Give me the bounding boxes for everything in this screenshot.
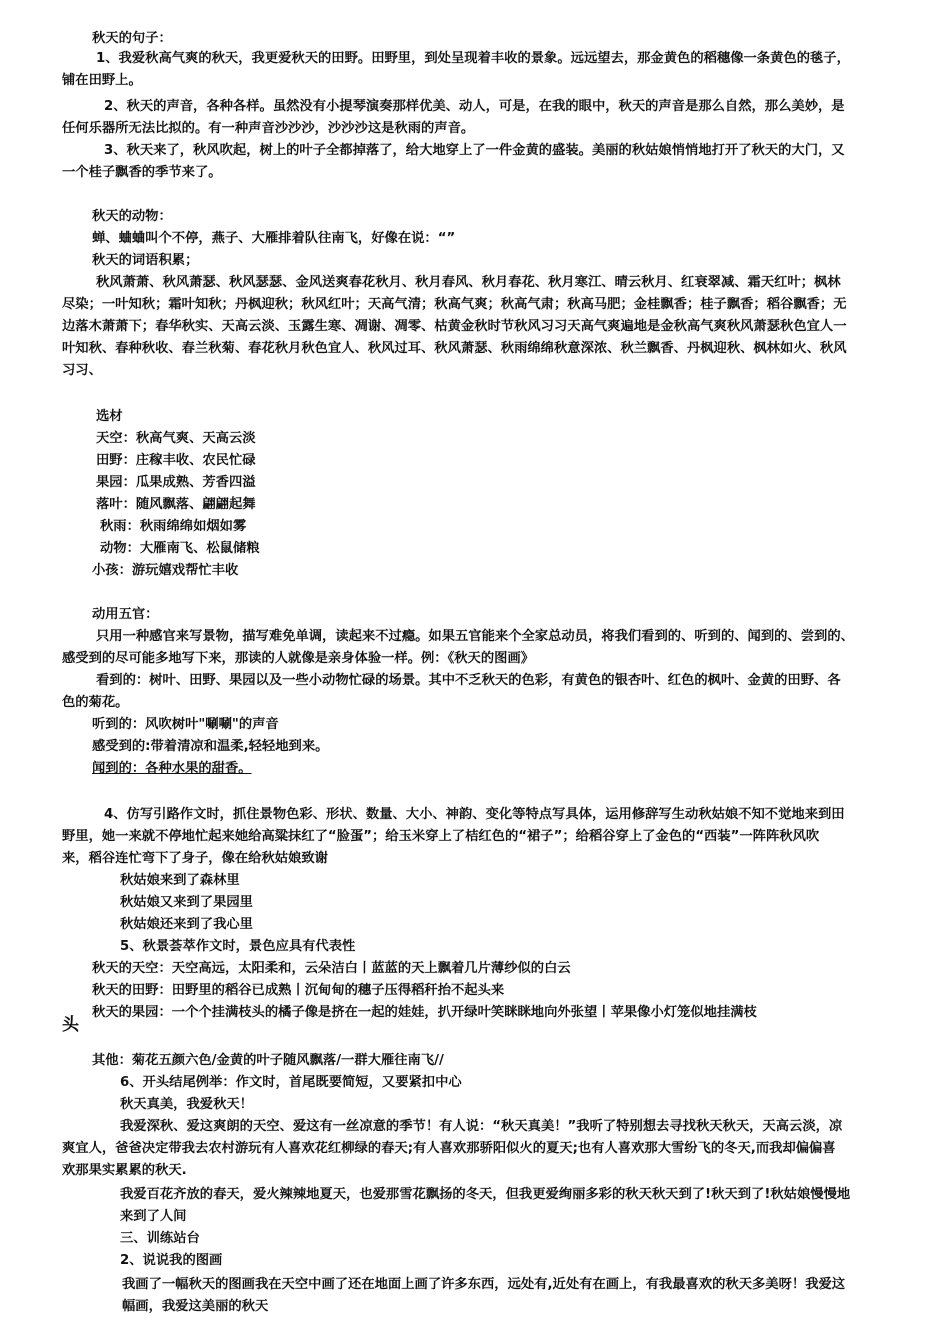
text-line: 习习、 xyxy=(62,363,102,378)
text-line: 秋天的动物： xyxy=(92,209,172,224)
text-line: 边落木萧萧下；春华秋实、天高云淡、玉露生寒、凋谢、凋零、枯黄金秋时节秋风习习天高气爽遍地是金秋高气爽秋风萧瑟秋色宜人一 xyxy=(62,319,847,334)
text-line: 6、开头结尾例举：作文时，首尾既要简短，又要紧扣中心 xyxy=(120,1075,462,1090)
text-line: 其他：菊花五颜六色/金黄的叶子随风飘落/一群大雁往南飞// xyxy=(92,1053,444,1068)
text-line: 秋天的天空：天空高远，太阳柔和，云朵洁白丨蓝蓝的天上飘着几片薄纱似的白云 xyxy=(92,961,571,976)
text-line: 三、训练站台 xyxy=(120,1231,200,1246)
text-line: 来，稻谷连忙弯下了身子，像在给秋姑娘致谢 xyxy=(62,851,328,866)
text-line: 秋天的果园：一个个挂满枝头的橘子像是挤在一起的娃娃，扒开绿叶笑眯眯地向外张望丨苹果像小灯笼似地挂满枝 xyxy=(92,1005,757,1020)
text-line: 秋天的田野：田野里的稻谷已成熟丨沉甸甸的穗子压得稻秆抬不起头来 xyxy=(92,983,505,998)
text-line: 蝉、蛐蛐叫个不停，燕子、大雁排着队往南飞，好像在说：“” xyxy=(92,231,456,246)
text-line: 秋天的句子： xyxy=(92,31,172,46)
text-line: 爽宜人，爸爸决定带我去农村游玩有人喜欢花红柳绿的春天;有人喜欢那骄阳似火的夏天;也有人喜欢那大雪纷飞的冬天,而我却偏偏喜 xyxy=(62,1141,836,1156)
text-line: 动物：大雁南飞、松鼠储粮 xyxy=(100,541,260,556)
text-line: 只用一种感官来写景物，描写难免单调，读起来不过瘾。如果五官能来个全家总动员，将我们看到的、听到的、闻到的、尝到的、 xyxy=(96,629,854,644)
text-line: 闻到的：各种水果的甜香。 xyxy=(92,761,252,776)
text-line: 欢那果实累累的秋天. xyxy=(62,1163,187,1178)
text-line: 秋姑娘来到了森林里 xyxy=(120,873,240,888)
text-line: 秋姑娘又来到了果园里 xyxy=(120,895,253,910)
text-line: 动用五官： xyxy=(92,607,159,622)
text-line: 落叶：随风飘落、翩翩起舞 xyxy=(96,497,256,512)
text-line: 我爱深秋、爱这爽朗的天空、爱这有一丝凉意的季节！有人说：“秋天真美！”我听了特别想去寻找秋天秋天，天高云淡，凉 xyxy=(120,1119,843,1134)
text-line: 野里，她一来就不停地忙起来她给高粱抹红了“脸蛋”；给玉米穿上了桔红色的“裙子”；给稻谷穿上了金色的“西装”一阵阵秋风吹 xyxy=(62,829,820,844)
text-line: 1、我爱秋高气爽的秋天，我更爱秋天的田野。田野里，到处呈现着丰收的景象。远远望去，那金黄色的稻穗像一条黄色的毯子， xyxy=(96,51,850,66)
text-line: 4、仿写引路作文时，抓住景物色彩、形状、数量、大小、神韵、变化等特点写具体，运用修辞写生动秋姑娘不知不觉地来到田 xyxy=(104,807,845,822)
text-line: 5、秋景荟萃作文时，景色应具有代表性 xyxy=(120,939,356,954)
text-line: 选材 xyxy=(96,409,123,424)
text-line: 天空：秋高气爽、天高云淡 xyxy=(96,431,256,446)
text-line: 幅画，我爱这美丽的秋天 xyxy=(122,1299,269,1314)
text-line: 铺在田野上。 xyxy=(62,73,142,88)
text-line: 来到了人间 xyxy=(120,1209,187,1224)
stray-character: 头 xyxy=(62,1015,79,1035)
text-line: 秋天的词语积累； xyxy=(92,253,199,268)
text-line: 任何乐器所无法比拟的。有一种声音沙沙沙，沙沙沙这是秋雨的声音。 xyxy=(62,121,475,136)
text-line: 秋姑娘还来到了我心里 xyxy=(120,917,253,932)
text-line: 感受到的尽可能多地写下来，那读的人就像是亲身体验一样。例：《秋天的图画》 xyxy=(62,651,535,666)
text-line: 2、说说我的图画 xyxy=(120,1253,223,1268)
text-line: 我爱百花齐放的春天，爱火辣辣地夏天，也爱那雪花飘扬的冬天，但我更爱绚丽多彩的秋天秋天到了!秋天到了!秋姑娘慢慢地 xyxy=(120,1187,851,1202)
text-line: 色的菊花。 xyxy=(62,695,129,710)
text-line: 秋风萧萧、秋风萧瑟、秋风瑟瑟、金风送爽春花秋月、秋月春风、秋月春花、秋月寒江、晴云秋月、红衰翠减、霜天红叶；枫林 xyxy=(96,275,841,290)
text-line: 2、秋天的声音，各种各样。虽然没有小提琴演奏那样优美、动人，可是，在我的眼中，秋天的声音是那么自然，那么美妙，是 xyxy=(104,99,845,114)
text-line: 3、秋天来了，秋风吹起，树上的叶子全都掉落了，给大地穿上了一件金黄的盛装。美丽的秋姑娘悄悄地打开了秋天的大门，又 xyxy=(104,143,845,158)
text-line: 果园：瓜果成熟、芳香四溢 xyxy=(96,475,256,490)
text-line: 感受到的:带着清凉和温柔,轻轻地到来。 xyxy=(92,739,329,754)
text-line: 秋雨：秋雨绵绵如烟如雾 xyxy=(100,519,247,534)
text-line: 我画了一幅秋天的图画我在天空中画了还在地面上画了许多东西，远处有,近处有在画上，有我最喜欢的秋天多美呀！我爱这 xyxy=(122,1277,846,1292)
text-line: 尽染；一叶知秋；霜叶知秋；丹枫迎秋；秋风红叶；天高气清；秋高气爽；秋高气肃；秋高马肥；金桂飘香；桂子飘香；稻谷飘香；无 xyxy=(62,297,847,312)
text-line: 叶知秋、春种秋收、春兰秋菊、春花秋月秋色宜人、秋风过耳、秋风萧瑟、秋雨绵绵秋意深浓、秋兰飘香、丹枫迎秋、枫林如火、秋风 xyxy=(62,341,847,356)
text-line: 一个桂子飘香的季节来了。 xyxy=(62,165,222,180)
text-line: 秋天真美，我爱秋天！ xyxy=(120,1097,253,1112)
text-line: 小孩：游玩嬉戏帮忙丰收 xyxy=(92,563,239,578)
text-line: 听到的：风吹树叶"唰唰"的声音 xyxy=(92,717,279,732)
text-line: 看到的：树叶、田野、果园以及一些小动物忙碌的场景。其中不乏秋天的色彩，有黄色的银杏叶、红色的枫叶、金黄的田野、各 xyxy=(96,673,841,688)
text-line: 田野：庄稼丰收、农民忙碌 xyxy=(96,453,256,468)
